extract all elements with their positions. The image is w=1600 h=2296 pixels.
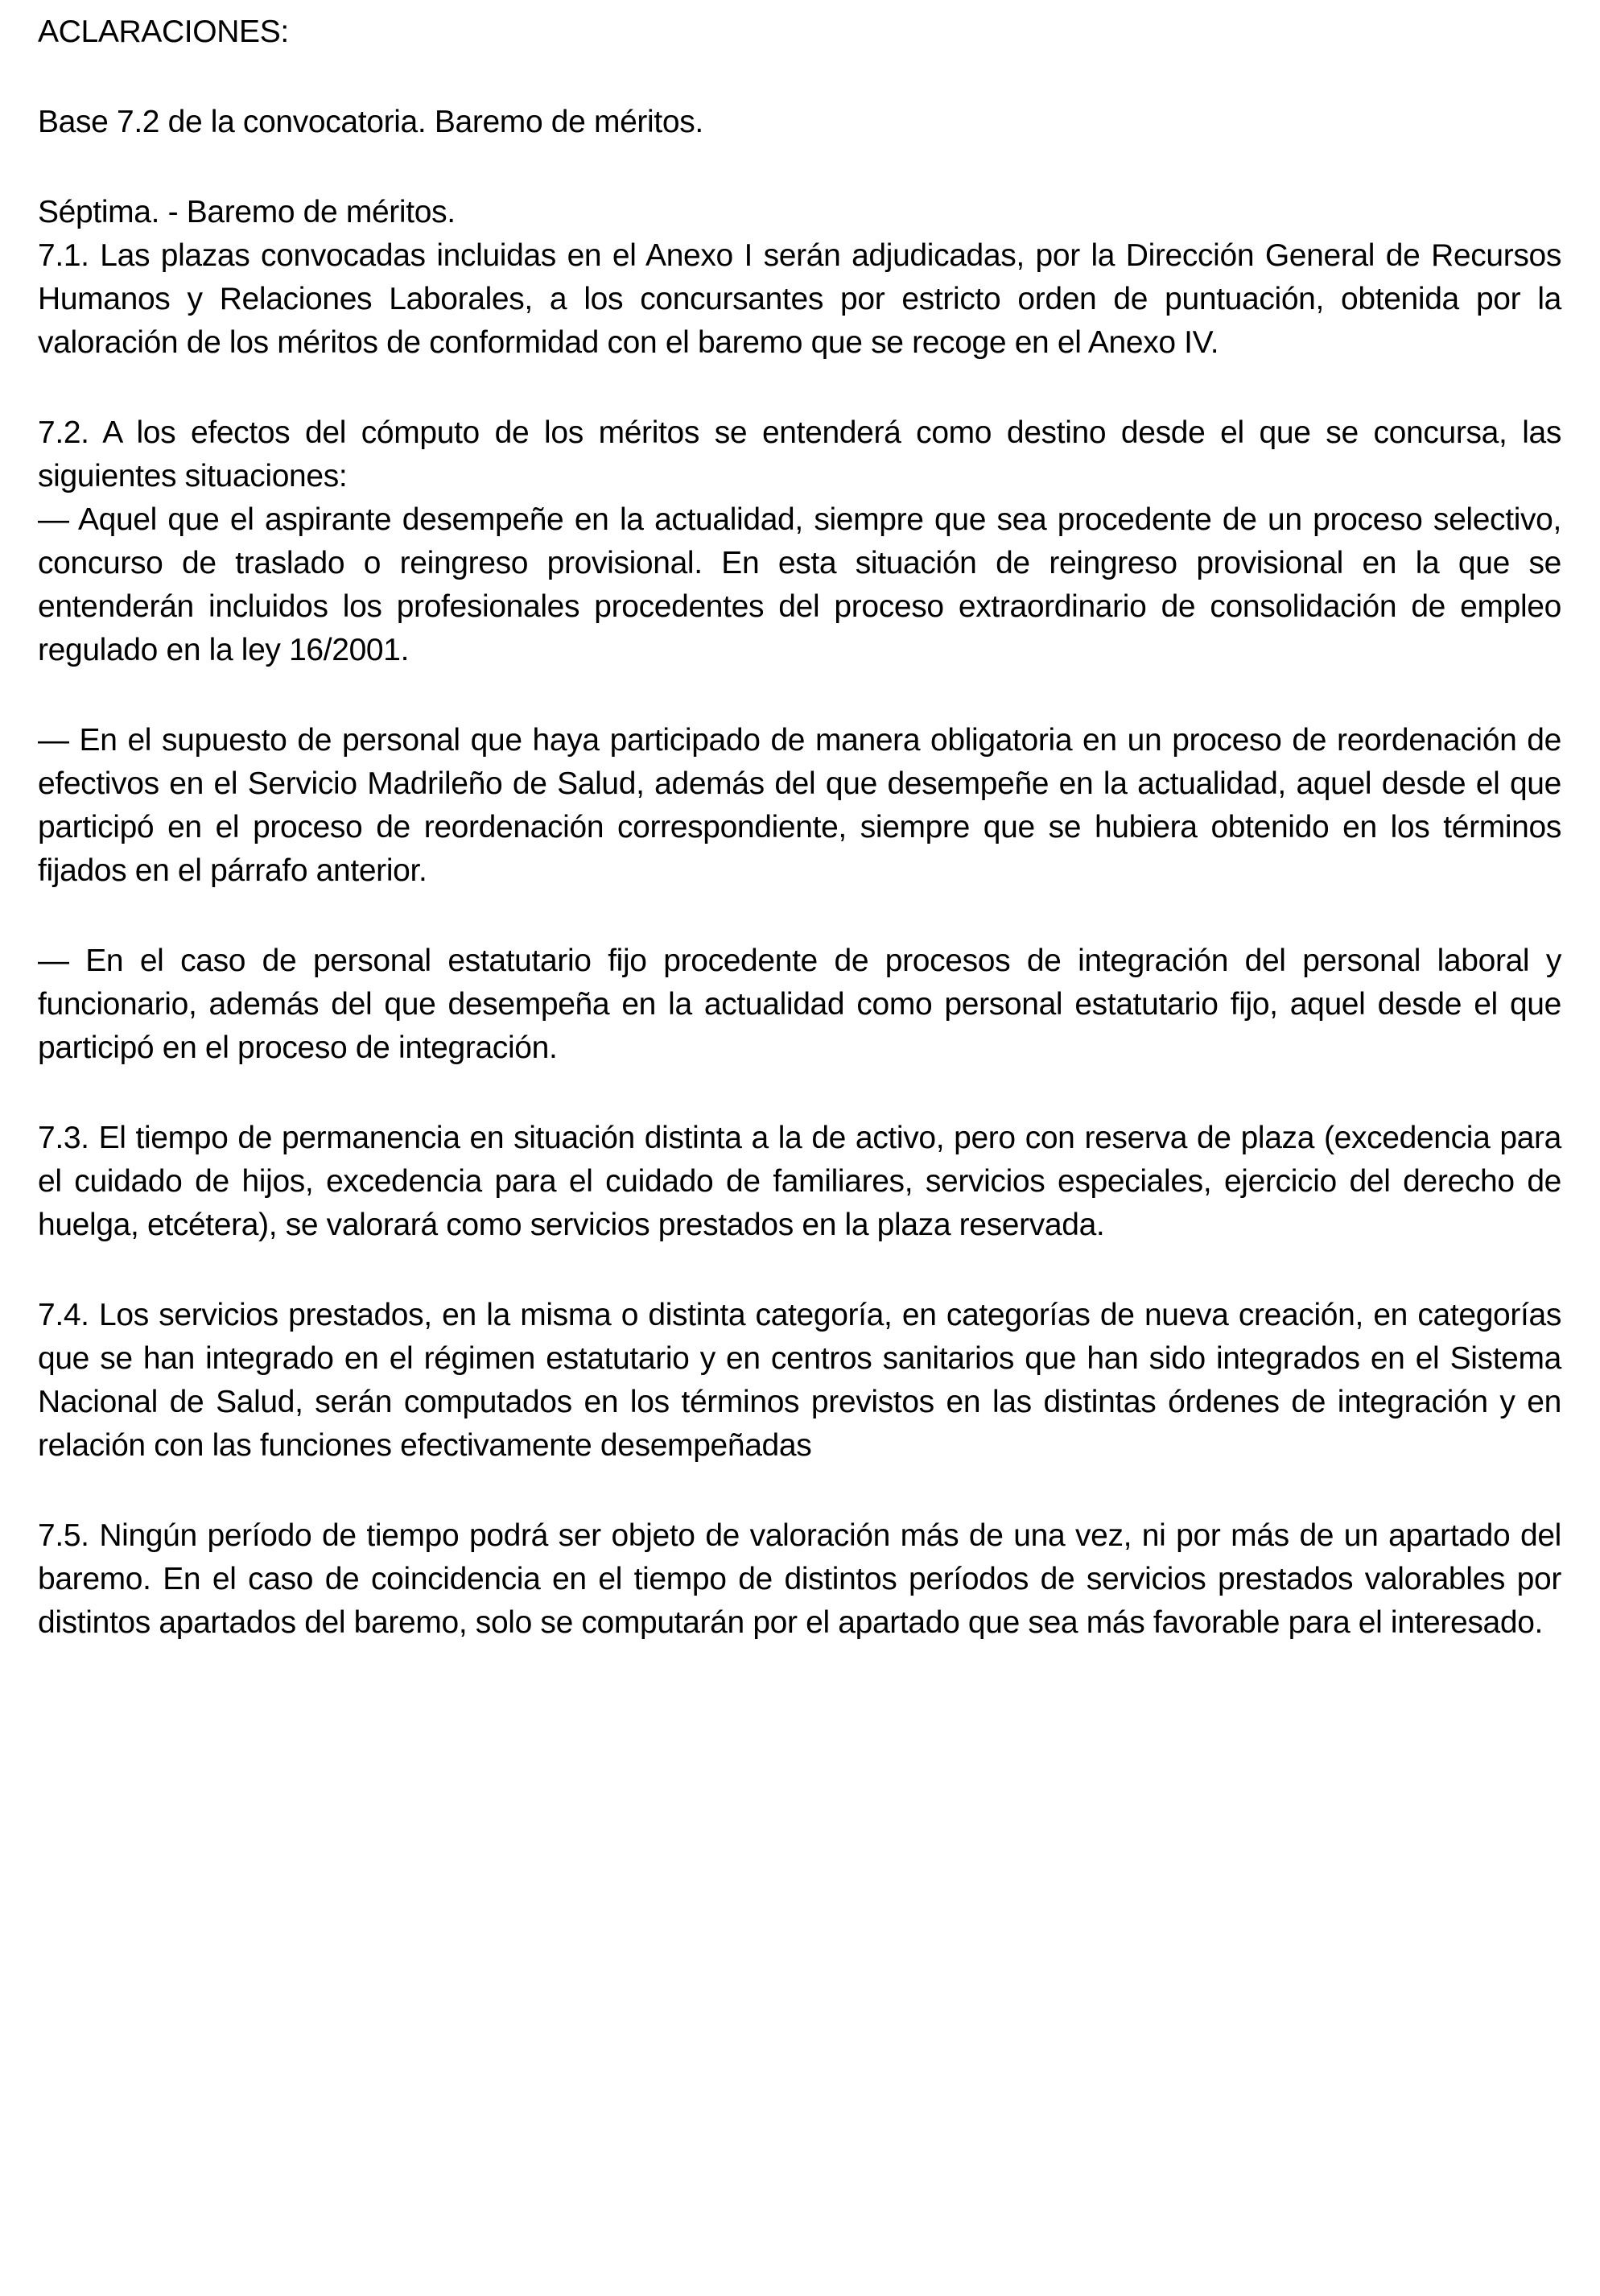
paragraph-7-4: 7.4. Los servicios prestados, en la misma o distinta categoría, en categorías de nueva creación, en categorías que se han integrado en el régimen estatutario y en centros sanitarios que han sido integrados en el Sistema Nacional de Salud, serán computados en los términos previstos en las distintas órdenes de integración y en relación con las funciones efectivamente desempeñadas <box>38 1298 1561 1463</box>
paragraph-7-2-bullet-1: — Aquel que el aspirante desempeñe en la actualidad, siempre que sea procedente de un proceso selectivo, concurso de traslado o reingreso provisional. En esta situación de reingreso provisional en la que se entenderán incluidos los profesionales procedentes del proceso extraordinario de consolidación de empleo regulado en la ley 16/2001. <box>38 502 1561 667</box>
document-body <box>38 10 1561 1645</box>
paragraph-7-2-intro: 7.2. A los efectos del cómputo de los méritos se entenderá como destino desde el que se concursa, las siguientes situaciones: <box>38 415 1561 493</box>
paragraph-base-7-2: Base 7.2 de la convocatoria. Baremo de méritos. <box>38 105 703 139</box>
paragraph-7-1: 7.1. Las plazas convocadas incluidas en el Anexo I serán adjudicadas, por la Dirección General de Recursos Humanos y Relaciones Laborales, a los concursantes por estricto orden de puntuación, obtenida por la valoración de los méritos de conformidad con el baremo que se recoge en el Anexo IV. <box>38 238 1561 360</box>
paragraph-7-3: 7.3. El tiempo de permanencia en situación distinta a la de activo, pero con reserva de plaza (excedencia para el cuidado de hijos, excedencia para el cuidado de familiares, servicios especiales, ejercicio del derecho de huelga, etcétera), se valorará como servicios prestados en la plaza reservada. <box>38 1121 1561 1242</box>
paragraph-septima-heading: Séptima. - Baremo de méritos. <box>38 195 456 229</box>
paragraph-7-2-bullet-2: — En el supuesto de personal que haya participado de manera obligatoria en un proceso de reordenación de efectivos en el Servicio Madrileño de Salud, además del que desempeñe en la actualidad, aquel desde el que participó en el proceso de reordenación correspondiente, siempre que se hubiera obtenido en los términos fijados en el párrafo anterior. <box>38 723 1561 888</box>
paragraph-7-2-bullet-3: — En el caso de personal estatutario fijo procedente de procesos de integración del personal laboral y funcionario, además del que desempeña en la actualidad como personal estatutario fijo, aquel desde el que participó en el proceso de integración. <box>38 944 1561 1065</box>
paragraph-aclaraciones-heading: ACLARACIONES: <box>38 14 289 49</box>
paragraph-7-5: 7.5. Ningún período de tiempo podrá ser objeto de valoración más de una vez, ni por más de un apartado del baremo. En el caso de coincidencia en el tiempo de distintos períodos de servicios prestados valorables por distintos apartados del baremo, solo se computarán por el apartado que sea más favorable para el interesado. <box>38 1518 1561 1640</box>
